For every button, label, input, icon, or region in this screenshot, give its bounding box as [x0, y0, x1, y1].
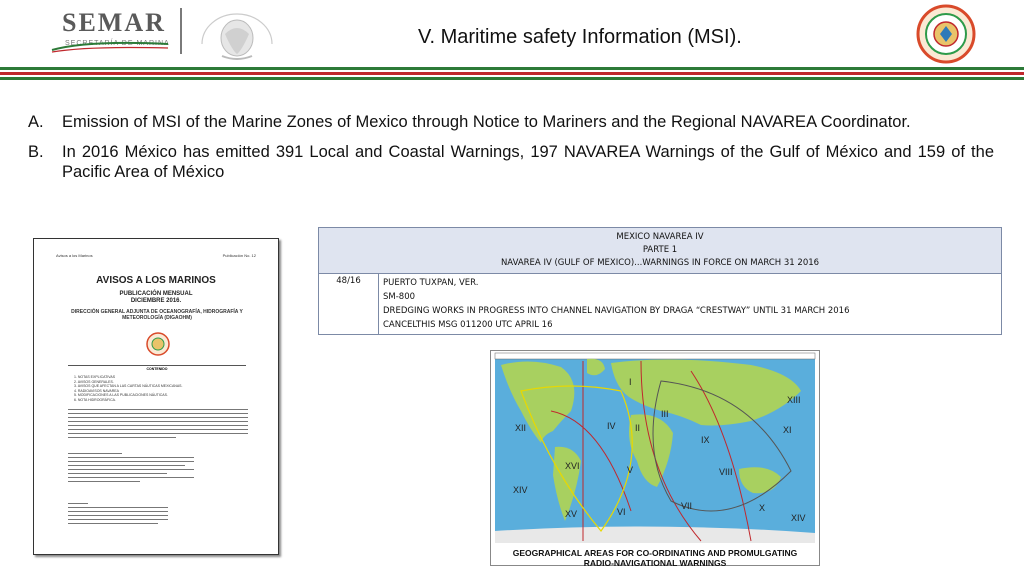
warning-line: CANCELTHIS MSG 011200 UTC APRIL 16	[383, 320, 553, 330]
area-label: X	[759, 503, 766, 513]
document-date: DICIEMBRE 2016.	[130, 298, 182, 304]
bullet-letter: B.	[28, 143, 44, 161]
area-label: XII	[515, 423, 527, 433]
table-row	[319, 274, 1002, 335]
area-label: XIII	[787, 395, 801, 405]
area-label: XIV	[513, 485, 528, 495]
area-label: V	[627, 465, 634, 475]
header-divider	[180, 8, 182, 54]
document-seal-icon	[146, 331, 170, 357]
bullet-list	[28, 112, 994, 192]
contents-item: 2. AVISOS GENERALES.	[74, 379, 114, 384]
area-label: IX	[701, 435, 710, 445]
table-header	[319, 228, 1002, 274]
bullet-item-b	[28, 142, 994, 182]
warning-text	[379, 274, 1002, 335]
contents-item: 5. MODIFICACIONES A LAS PUBLICACIONES NÁUTICAS.	[74, 393, 168, 397]
semar-logo-subtitle: SECRETARÍA DE MARINA	[65, 40, 170, 47]
table-header-line: NAVAREA IV (GULF OF MEXICO)...WARNINGS IN FORCE ON MARCH 31 2016	[500, 258, 820, 268]
bullet-text: In 2016 México has emitted 391 Local and Coastal Warnings, 197 NAVAREA Warnings of the Gulf of México and 159 of the Pacific Area of México	[62, 143, 994, 181]
warning-line: SM-800	[383, 292, 416, 302]
document-edit-block	[68, 503, 168, 541]
document-paragraph	[68, 409, 248, 443]
document-title: AVISOS A LOS MARINOS	[96, 275, 216, 286]
document-contact-block	[68, 453, 248, 499]
contents-item: 6. NOTA HIDROGRÁFICA.	[74, 397, 116, 402]
document-contents-list	[74, 375, 182, 402]
page-title: V. Maritime safety Information (MSI).	[418, 26, 742, 48]
area-label: I	[629, 377, 632, 387]
world-map-image	[491, 351, 819, 546]
area-label: II	[635, 423, 641, 433]
warning-number: 48/16	[319, 274, 379, 335]
table-header-line: PARTE 1	[642, 245, 678, 255]
warning-line: DREDGING WORKS IN PROGRESS INTO CHANNEL NAVIGATION BY DRAGA “CRESTWAY” UNTIL 31 MARCH 2016	[383, 306, 850, 316]
area-label: VIII	[719, 467, 733, 477]
document-contents-heading: CONTENIDO	[68, 365, 246, 371]
document-header-left: Avisos a los Marinos	[56, 253, 93, 258]
armada-de-mexico-seal-icon	[912, 4, 980, 64]
bullet-letter: A.	[28, 113, 44, 131]
area-label: XV	[565, 509, 578, 519]
map-caption: GEOGRAPHICAL AREAS FOR CO-ORDINATING AND PROMULGATING	[512, 548, 798, 558]
table-header-line: MEXICO NAVAREA IV	[616, 232, 704, 242]
contents-item: 4. RADIOAVISOS NAVAREA	[74, 388, 119, 393]
navarea-warnings-table	[318, 227, 1002, 335]
document-department: DIRECCIÓN GENERAL ADJUNTA DE OCEANOGRAFÍA, HIDROGRAFÍA Y METEOROLOGÍA (DIGAOHM)	[71, 309, 243, 321]
area-label: XIV	[791, 513, 806, 523]
navarea-world-map	[490, 350, 820, 566]
bullet-item-a	[28, 112, 994, 132]
area-label: XI	[783, 425, 792, 435]
mexico-coat-of-arms-icon	[192, 4, 282, 64]
warning-line: PUERTO TUXPAN, VER.	[383, 278, 479, 288]
area-label: XVI	[565, 461, 580, 471]
area-label: IV	[607, 421, 616, 431]
contents-item: 1. NOTAS EXPLICATIVAS	[74, 375, 116, 379]
document-subtitle: PUBLICACIÓN MENSUAL	[119, 291, 193, 297]
area-label: VII	[681, 501, 693, 511]
slide-header	[0, 0, 1024, 68]
contents-item: 3. AVISOS QUE AFECTAN A LAS CARTAS NÁUTICAS MEXICANAS.	[74, 384, 183, 388]
semar-logo-swoosh-icon	[48, 10, 178, 56]
bullet-text: Emission of MSI of the Marine Zones of Mexico through Notice to Mariners and the Regional NAVAREA Coordinator.	[62, 113, 911, 131]
header-stripes	[0, 67, 1024, 79]
area-label: III	[661, 409, 669, 419]
notice-to-mariners-document	[33, 238, 279, 555]
area-label: VI	[617, 507, 626, 517]
document-header-right: Publicación No. 12	[222, 253, 256, 258]
map-caption: RADIO-NAVIGATIONAL WARNINGS	[583, 558, 727, 568]
semar-logo-text: SEMAR	[62, 8, 166, 37]
